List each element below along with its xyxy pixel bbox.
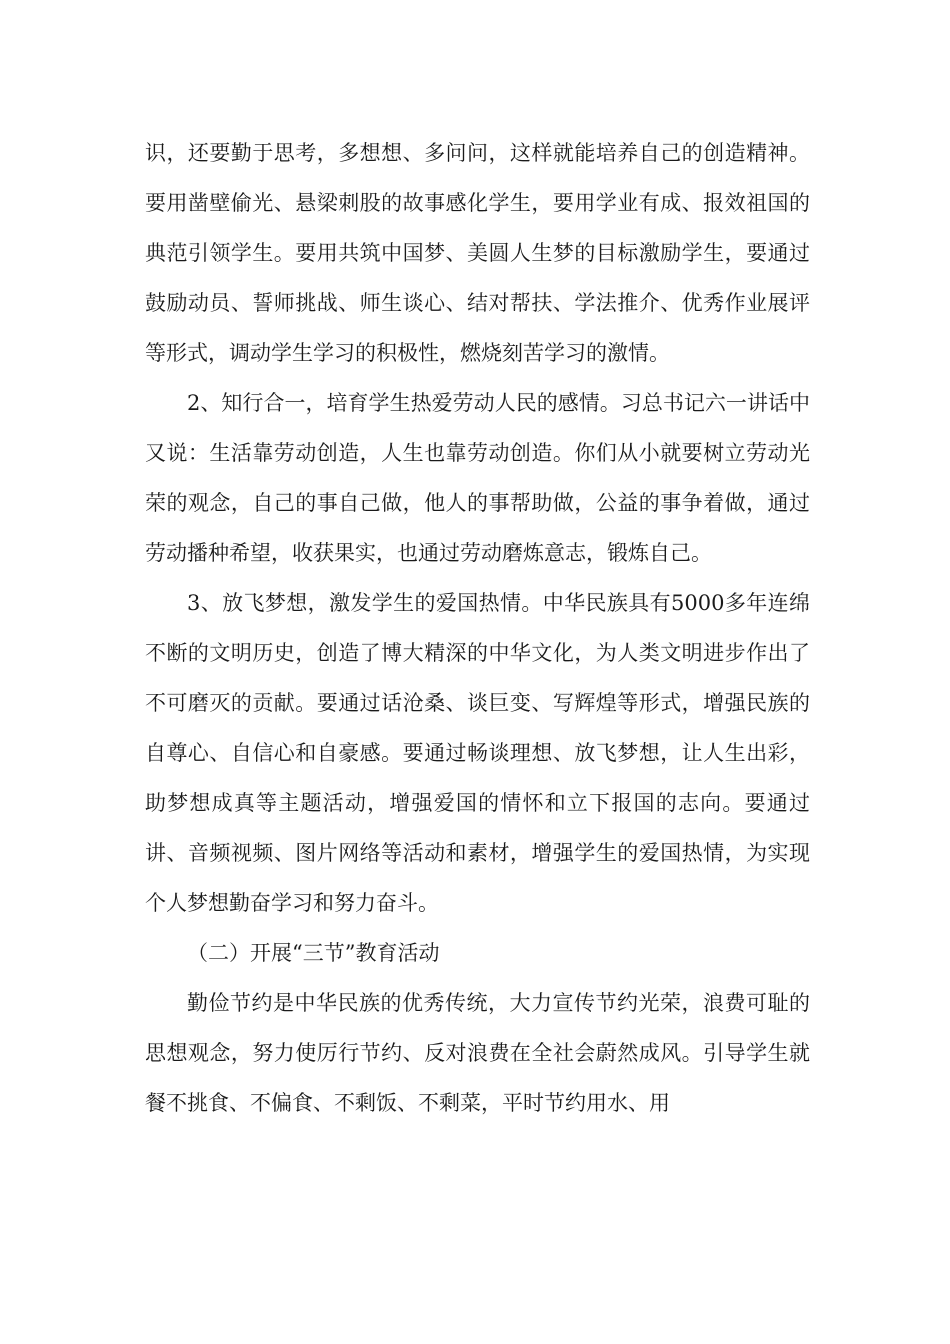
paragraph-item-2: 2、知行合一，培育学生热爱劳动人民的感情。习总书记六一讲话中又说：生活靠劳动创造，人生也靠劳动创造。你们从小就要树立劳动光荣的观念，自己的事自己做，他人的事帮助做，公益的事争着做，通过劳动播种希望，收获果实，也通过劳动磨炼意志，锻炼自己。 [145,391,810,565]
section-heading: （二）开展“三节”教育活动 [187,941,440,965]
paragraph-continued: 识，还要勤于思考，多想想、多问问，这样就能培养自己的创造精神。要用凿壁偷光、悬梁刺股的故事感化学生，要用学业有成、报效祖国的典范引领学生。要用共筑中国梦、美圆人生梦的目标激励学生，要通过鼓励动员、誓师挑战、师生谈心、结对帮扶、学法推介、优秀作业展评等形式，调动学生学习的积极性，燃烧刻苦学习的激情。 [145,141,810,365]
paragraph-thrift: 勤俭节约是中华民族的优秀传统，大力宣传节约光荣，浪费可耻的思想观念，努力使厉行节约、反对浪费在全社会蔚然成风。引导学生就餐不挑食、不偏食、不剩饭、不剩菜，平时节约用水、用 [145,991,810,1115]
document-body [145,128,810,1128]
paragraph-item-3: 3、放飞梦想，激发学生的爱国热情。中华民族具有5000多年连绵不断的文明历史，创造了博大精深的中华文化，为人类文明进步作出了不可磨灭的贡献。要通过话沧桑、谈巨变、写辉煌等形式，增强民族的自尊心、自信心和自豪感。要通过畅谈理想、放飞梦想，让人生出彩，助梦想成真等主题活动，增强爱国的情怀和立下报国的志向。要通过讲、音频视频、图片网络等活动和素材，增强学生的爱国热情，为实现个人梦想勤奋学习和努力奋斗。 [145,591,810,915]
